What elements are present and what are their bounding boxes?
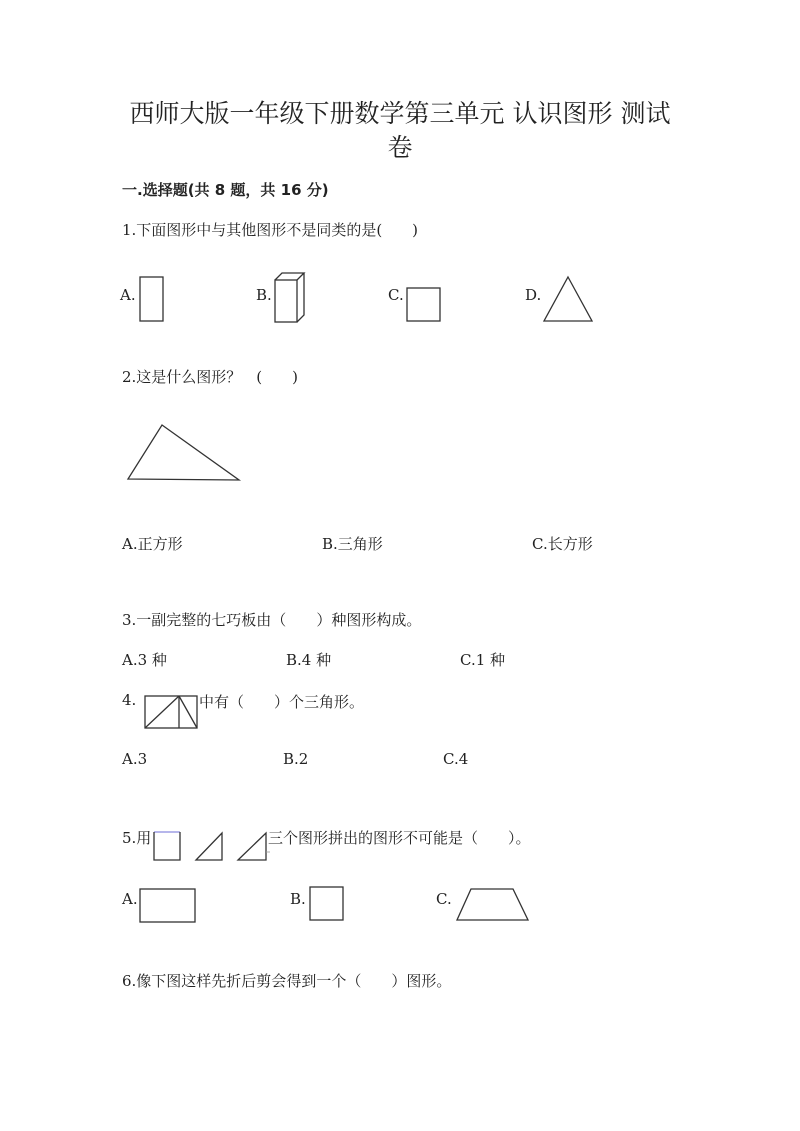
q4-option-b[interactable]: B.2 — [283, 750, 309, 768]
q5-pieces-figure — [152, 830, 272, 862]
question-1-text: 1.下面图形中与其他图形不是同类的是( ) — [122, 221, 419, 239]
q5-option-b-label[interactable]: B. — [290, 890, 306, 908]
q5-trapezoid-shape — [455, 887, 531, 923]
q1-square-shape — [406, 287, 442, 323]
q4-option-a[interactable]: A.3 — [122, 750, 148, 768]
question-2-text: 2.这是什么图形？ ( ) — [122, 368, 299, 386]
q5-rectangle-shape — [139, 888, 197, 924]
q5-option-c-label[interactable]: C. — [436, 890, 452, 908]
q3-option-c[interactable]: C.1 种 — [460, 651, 506, 669]
page-title-continued: 卷 — [387, 133, 413, 162]
q2-option-a[interactable]: A.正方形 — [122, 535, 183, 553]
q3-option-b[interactable]: B.4 种 — [286, 651, 332, 669]
q2-option-c[interactable]: C.长方形 — [532, 535, 593, 553]
q4-triangles-figure — [143, 694, 199, 730]
q5-option-a-label[interactable]: A. — [122, 890, 138, 908]
q1-tall-rectangle-shape — [139, 276, 165, 322]
q1-cuboid-shape — [274, 272, 308, 324]
question-5-text: 三个图形拼出的图形不可能是（ ）。 — [268, 829, 531, 847]
q3-option-a[interactable]: A.3 种 — [122, 651, 167, 669]
q1-option-a-label[interactable]: A. — [120, 286, 136, 304]
q1-option-d-label[interactable]: D. — [525, 286, 542, 304]
q1-option-c-label[interactable]: C. — [388, 286, 404, 304]
q5-square-shape — [309, 886, 345, 922]
q2-triangle-figure — [126, 423, 242, 483]
question-3-text: 3.一副完整的七巧板由（ ）种图形构成。 — [122, 611, 422, 629]
q1-option-b-label[interactable]: B. — [256, 286, 272, 304]
q2-option-b[interactable]: B.三角形 — [322, 535, 383, 553]
section-heading: 一.选择题(共 8 题，共 16 分) — [122, 181, 329, 199]
question-4-number: 4. — [122, 691, 137, 709]
q4-option-c[interactable]: C.4 — [443, 750, 469, 768]
question-6-text: 6.像下图这样先折后剪会得到一个（ ）图形。 — [122, 972, 452, 990]
question-4-text: 中有（ ）个三角形。 — [199, 693, 365, 711]
page-title: 西师大版一年级下册数学第三单元 认识图形 测试 — [129, 99, 671, 128]
question-5-number: 5.用 — [122, 829, 152, 847]
q1-triangle-shape — [542, 276, 594, 324]
